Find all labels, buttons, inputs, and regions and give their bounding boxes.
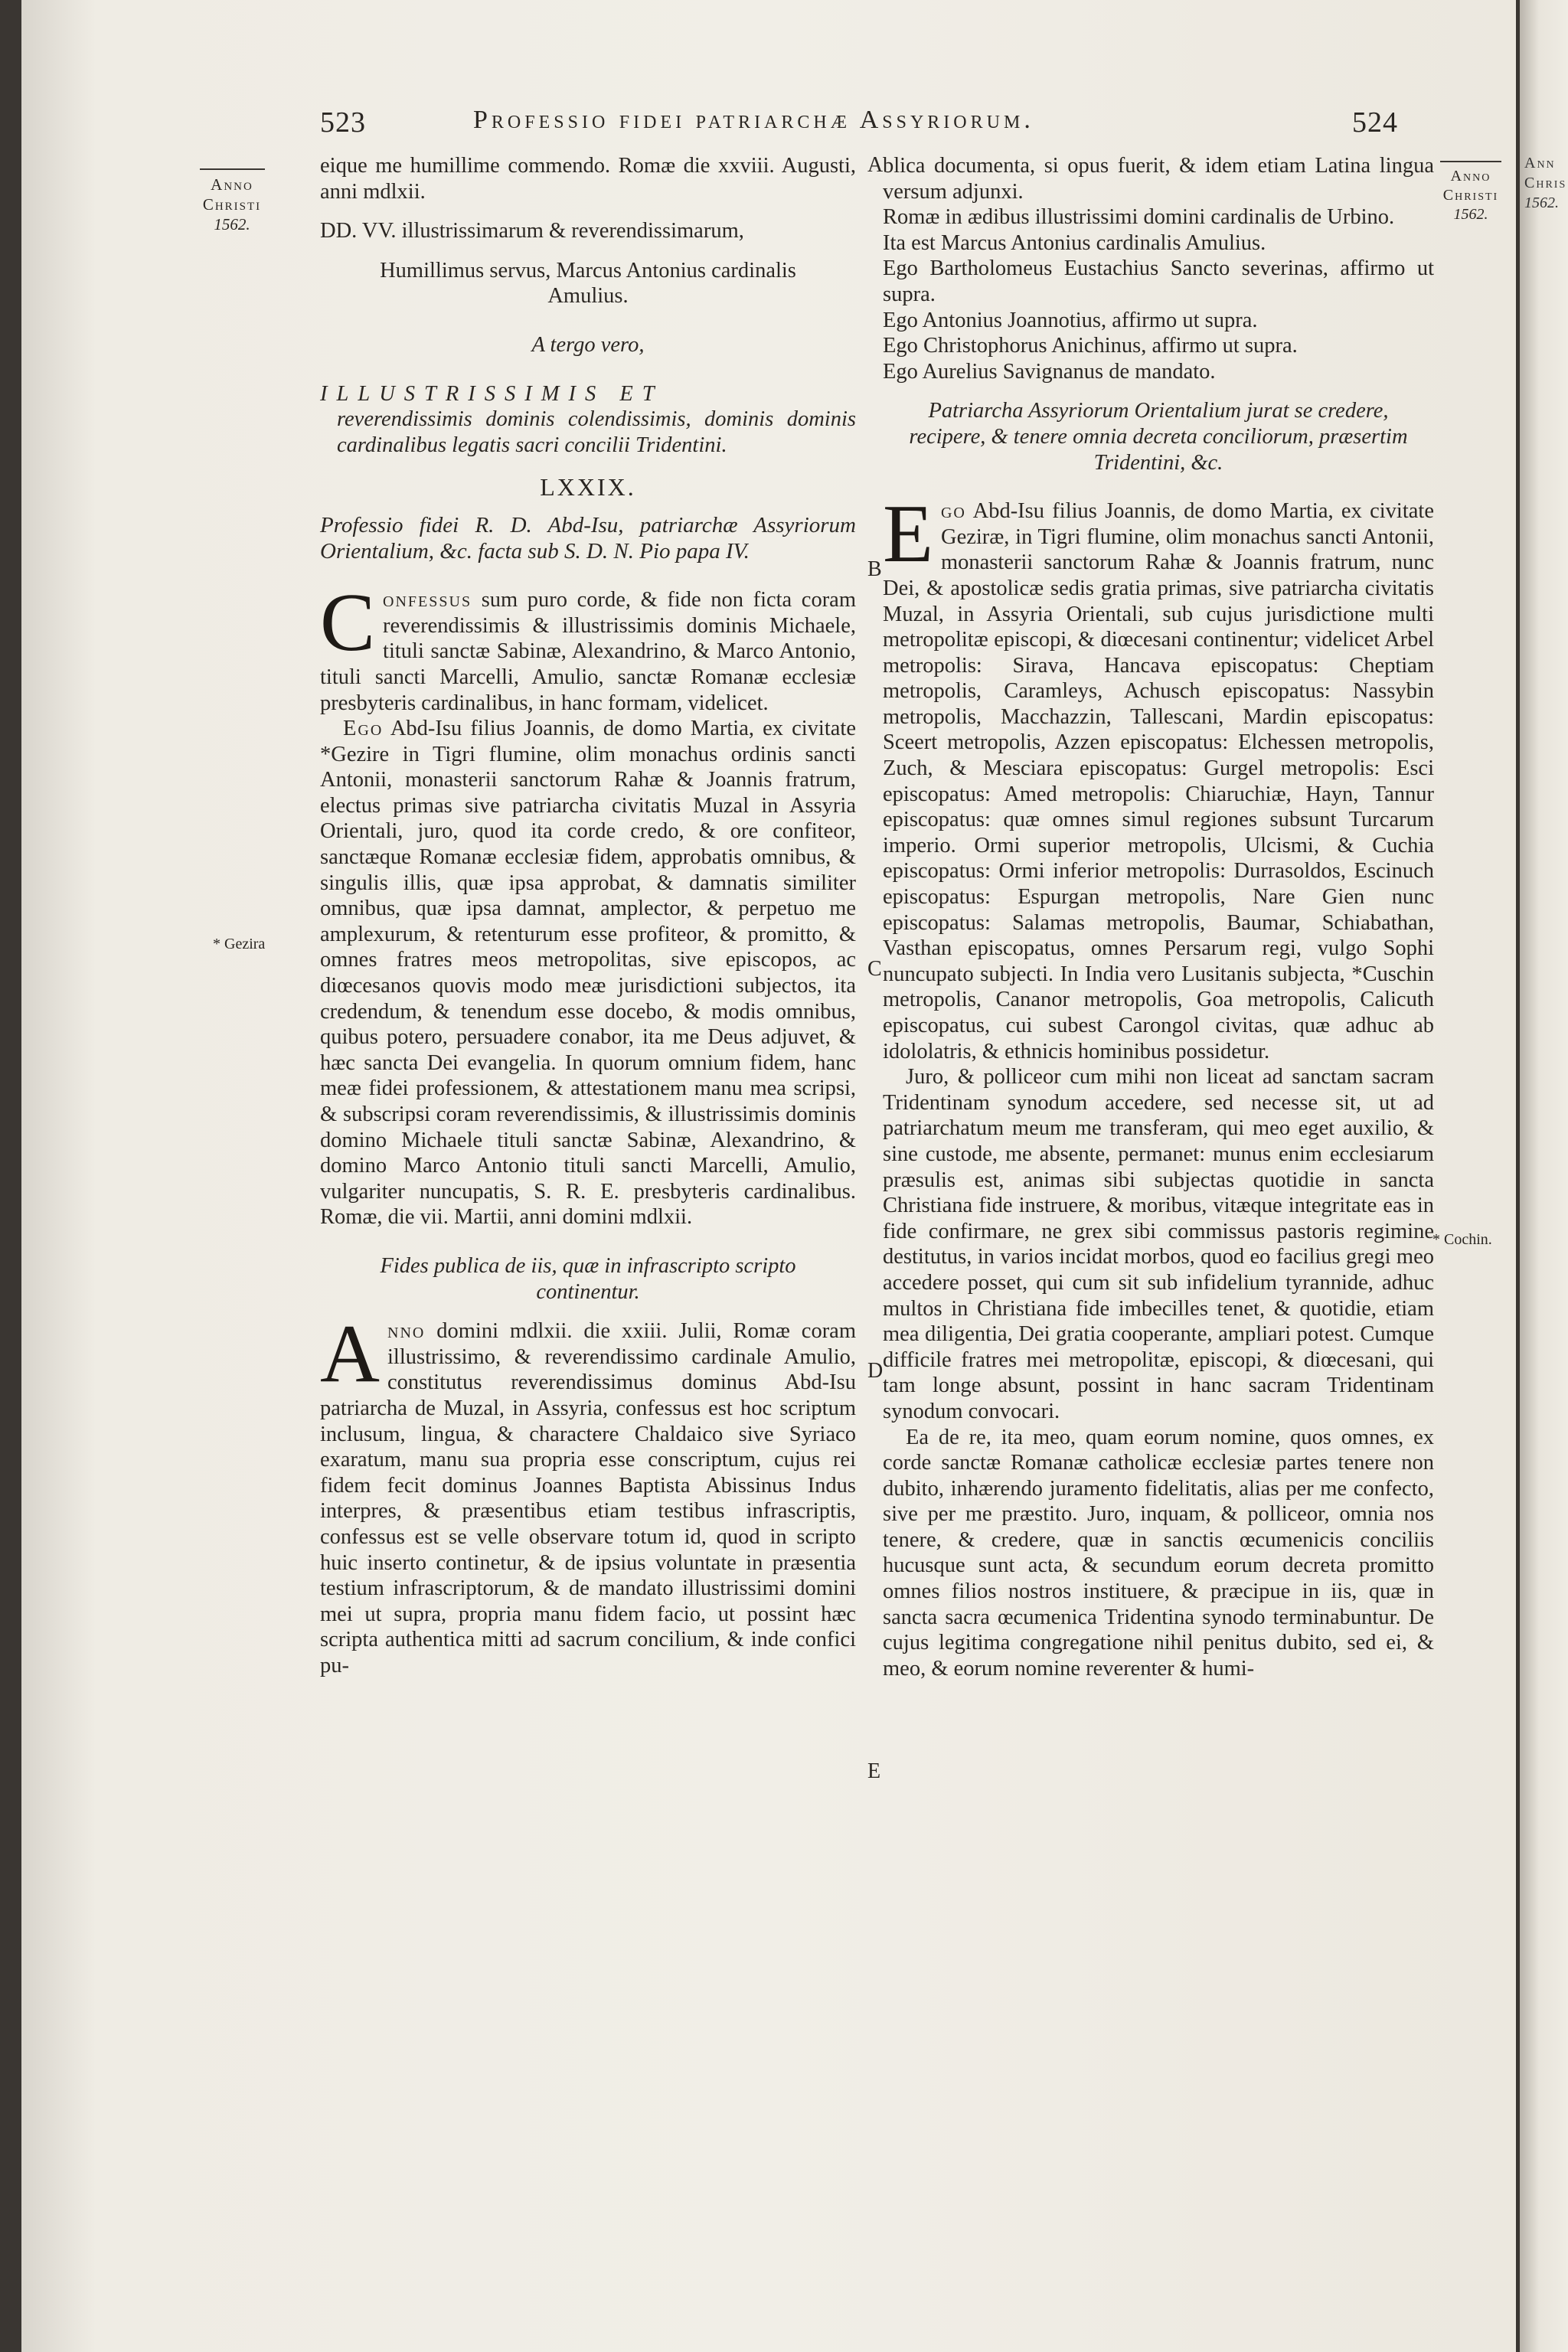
- left-page-number: 523: [320, 106, 366, 139]
- margin-anno: Anno: [211, 175, 253, 194]
- paragraph-blica: blica documenta, si opus fuerit, & idem etiam Latina lingua versum adjunxi.: [883, 154, 1434, 204]
- lead-word: go: [940, 499, 966, 524]
- paragraph-ea-de-re: Ea de re, ita meo, quam eorum nomine, quos omnes, ex corde sanctæ Romanæ catholicæ ecclesiæ partes tenere non dubito, inhærendo juramento fidelitatis, alias per me confecto, sive per me præstito. Juro, inquam, & polliceor, omnia nos tenere, & credere, quæ in sanctis œcumenicis conciliis hucusque sunt acta, & secundum eorum decreta promitto omnes filios nostros instituere, & præcipue in iis, quæ in sancta sacra œcumenica Tridentina synodo terminabuntur. De cujus legitima congregatione nihil penitus dubito, sed ei, & meo, & eorum nomine reverenter & humi-: [883, 1425, 1434, 1681]
- gutter-letter-a: A: [867, 153, 884, 177]
- margin-year: 1562.: [1524, 194, 1559, 211]
- next-page-margin: [1524, 153, 1568, 213]
- lead-word: onfessus: [383, 588, 472, 612]
- next-page-edge: [1520, 0, 1568, 2352]
- closing-line: eique me humillime commendo. Romæ die xxviii. Augusti, anni mdlxii.: [320, 154, 856, 204]
- paragraph-confessus: [320, 577, 857, 716]
- left-margin-year: [159, 168, 305, 234]
- drop-cap: A: [320, 1308, 380, 1400]
- margin-year: 1562.: [1453, 206, 1488, 223]
- margin-year: 1562.: [214, 215, 250, 234]
- witness-bartholomeus: Ego Bartholomeus Eustachius Sancto severinas, affirmo ut supra.: [883, 256, 1434, 306]
- paragraph-ego-abd-isu: [883, 488, 1434, 1064]
- margin-christi: Christi: [1442, 187, 1499, 204]
- witness-aurelius: Ego Aurelius Savignanus de mandato.: [883, 359, 1216, 384]
- paragraph-text: Abd-Isu filius Joannis, de domo Martia, ex civitate Geziræ, in Tigri flumine, olim monachus sancti Antonii, monasterii sanctorum Rahæ & Joannis fratrum, nunc Dei, & apostolicæ sedis gratia primas, sive patriarcha civitatis Muzal, in Assyria Orientali, sub cujus jurisdictione multi metropolitæ episcopi, & diœcesani continentur; videlicet Arbel metropolis: Sirava, Hancava episcopatus: Cheptiam metropolis, Caramleys, Achusch episcopatus: Nassybin metropolis, Macchazzin, Tallescani, Mardin episcopatus: Sceert metropolis, Azzen episcopatus: Elchessen metropolis, Zuch, & Mesciara episcopatus: Gurgel metropolis: Esci episcopatus: Amed metropolis: Chiaruchiæ, Hayn, Tannur episcopatus: quæ omnes simul regiones subsunt Turcarum imperio. Ormi superior metropolis, Ulcismi, & Cuchia episcopatus: Ormi inferior metropolis: Durrasoldos, Escinuch episcopatus: Espurgan metropolis, Nare Gien nunc episcopatus: Salamas metropolis, Baumar, Schiabathan, Vasthan episcopatus, omnes Persarum regi, vulgo Sophi nuncupato subjecti. In India vero Lusitanis subjecta, *Cuschin metropolis, Cananor metropolis, Goa metropolis, Calicuth episcopatus, cui subest Carongol civitas, quæ adhuc ab idololatris, & ethnicis hominibus possidetur.: [883, 499, 1434, 1063]
- right-page-number: 524: [1352, 106, 1398, 139]
- right-margin-year: [1429, 161, 1513, 224]
- margin-christi: Christi: [202, 195, 262, 214]
- left-column: [320, 153, 856, 1678]
- fides-heading: Fides publica de iis, quæ in infrascripto scripto continentur.: [380, 1253, 796, 1304]
- witness-antonius: Ego Antonius Joannotius, affirmo ut supra.: [883, 308, 1258, 332]
- gutter-letter-c: C: [867, 957, 882, 981]
- running-header: [21, 106, 1516, 152]
- witness-christophorus: Ego Christophorus Anichinus, affirmo ut supra.: [883, 334, 1298, 358]
- gutter-letter-e: E: [867, 1759, 881, 1783]
- paragraph-romae: Romæ in ædibus illustrissimi domini cardinalis de Urbino.: [883, 205, 1395, 230]
- section-summary: Patriarcha Assyriorum Orientalium jurat se credere, recipere, & tenere omnia decreta conciliorum, præsertim Tridentini, &c.: [909, 399, 1408, 475]
- drop-cap: E: [883, 488, 933, 580]
- margin-note-cochin: * Cochin.: [1432, 1231, 1492, 1248]
- gutter-letter-b: B: [867, 557, 882, 581]
- margin-anno: Ann: [1524, 155, 1556, 172]
- salutation: DD. VV. illustrissimarum & reverendissimarum,: [320, 219, 744, 243]
- paragraph-anno: [320, 1308, 856, 1678]
- margin-anno: Anno: [1450, 168, 1491, 185]
- document-title: Professio fidei R. D. Abd-Isu, patriarchæ Assyriorum Orientalium, &c. facta sub S. D. N. Pio papa IV.: [320, 512, 856, 564]
- paragraph-ita-est: Ita est Marcus Antonius cardinalis Amulius.: [883, 230, 1266, 255]
- signature: Humillimus servus, Marcus Antonius cardinalis Amulius.: [380, 258, 796, 309]
- running-title: Professio fidei patriarchæ Assyriorum.: [473, 106, 1034, 134]
- margin-note-gezira: * Gezira: [213, 936, 266, 952]
- lead-word: nno: [387, 1319, 426, 1344]
- paragraph-ego: [320, 716, 856, 1230]
- margin-rule: [200, 168, 265, 170]
- paragraph-text: sum puro corde, & fide non ficta coram reverendissimis & illustrissimis dominis Michaele, tituli sanctæ Sabinæ, Alexandrino, & Marco Antonio, tituli sancti Marcelli, Amulio, sanctæ Romanæ ecclesiæ presbyteris cardinalibus, in hanc formam, videlicet.: [320, 588, 857, 715]
- verso-label: A tergo vero,: [531, 332, 645, 357]
- margin-christi: Chris: [1524, 175, 1567, 191]
- drop-cap: C: [320, 577, 376, 669]
- address-text: reverendissimis dominis colendissimis, dominis dominis cardinalibus legatis sacri concilii Tridentini.: [337, 407, 856, 457]
- paragraph-text: domini mdlxii. die xxiii. Julii, Romæ coram illustrissimo, & reverendissimo cardinale Amulio, constitutus reverendissimus dominus Abd-Isu patriarcha de Muzal, in Assyria, confessus est hoc scriptum inclusum, lingua, & charactere Chaldaico sive Syriaco exaratum, manu sua propria esse conscriptum, cujus rei fidem fecit dominus Joannes Baptista Abissinus Indus interpres, & præsentibus etiam testibus infrascriptis, confessus est se velle observare totum id, quod in scripto huic inserto continetur, & de ipsius voluntate in præsentia testium infrascriptorum, & de mandato illustrissimi domini mei ut supra, propria manu fidem facio, ut possint hæc scripta authentica mitti ad sacrum concilium, & inde confici pu-: [320, 1319, 856, 1677]
- margin-rule: [1440, 161, 1501, 162]
- document-number: LXXIX.: [540, 473, 636, 501]
- lead-word: Ego: [343, 717, 384, 741]
- right-column: [883, 153, 1434, 1681]
- book-page: [21, 0, 1516, 2352]
- paragraph-juro: Juro, & polliceor cum mihi non liceat ad sanctam sacram Tridentinam synodum accedere, sed necesse sit, ut ad patriarchatum meum me transferam, qui meo eget auxilio, & sine custode, me absente, permanet: munus enim ecclesiarum præsulis est, animas sibi subjectas quotidie in sancta Christiana fide instruere, & moribus, vitæque integritate eas in fide confirmare, ne grex sibi commissus pastoris regimine destitutus, in varios incidat morbos, quod eo facilius gregi meo accedere posset, qui cum sit sub infidelium tyrannide, adhuc multos in Christiana fide imbecilles tenet, & quotidie, etiam mea diligentia, Dei gratia cooperante, ampliari potest. Cumque difficile fratres mei metropolitæ, episcopi, & diœcesani, qui tam longe absunt, possint in hanc sacram Tridentinam synodum convocari.: [883, 1065, 1434, 1423]
- address-caps: ILLUSTRISSIMIS ET: [320, 381, 664, 406]
- gutter-letter-d: D: [867, 1359, 884, 1383]
- paragraph-text: Abd-Isu filius Joannis, de domo Martia, ex civitate *Gezire in Tigri flumine, olim monachus ordinis sancti Antonii, monasterii sanctorum Rahæ & Joannis fratrum, electus primas sive patriarcha civitatis Muzal in Assyria Orientali, juro, quod ita corde credo, & ore confiteor, sanctæque Romanæ ecclesiæ fidem, approbatis omnibus, & singulis illis, quæ ipsa approbat, & damnatis similiter omnibus, quæ ipsa damnat, amplector, & perpetuo me amplexurum, & retenturum esse profiteor, & promitto, & omnes fratres meos metropolitas, sive episcopos, ac diœcesanos quovis modo meæ jurisdictioni subjectos, ita credendum, & tenendum esse docebo, & modis omnibus, quibus potero, persuadere conabor, ita me Deus adjuvet, & hæc sancta Dei evangelia. In quorum omnium fidem, hanc meæ fidei professionem, & attestationem manu mea scripsi, & subscripsi coram reverendissimis, & illustrissimis dominis domino Michaele tituli sanctæ Sabinæ, Alexandrino, & domino Marco Antonio tituli sancti Marcelli, Amulio, vulgariter nuncupatis, S. R. E. presbyteris cardinalibus. Romæ, die vii. Martii, anni domini mdlxii.: [320, 717, 856, 1230]
